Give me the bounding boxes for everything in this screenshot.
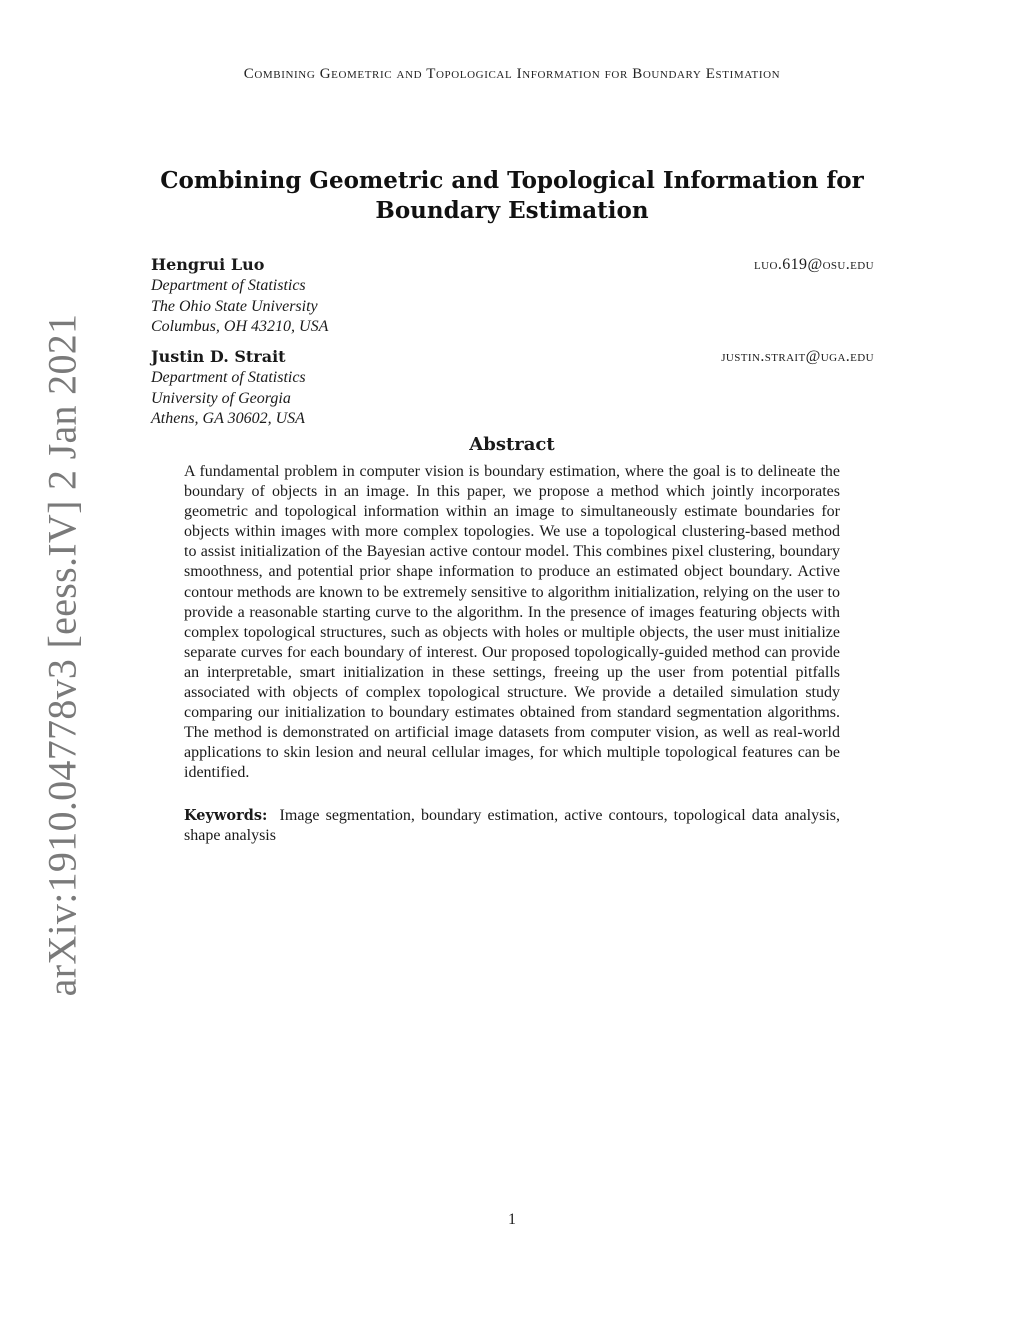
running-header: Combining Geometric and Topological Information for Boundary Estimation — [243, 66, 781, 82]
keywords-label: Keywords: — [184, 807, 268, 824]
page-number: 1 — [508, 1211, 516, 1228]
author-block-2 — [151, 347, 874, 430]
title-line-2: Boundary Estimation — [375, 197, 649, 224]
abstract-body: A fundamental problem in computer vision is boundary estimation, where the goal is to delineate the boundary of objects in an image. In this paper, we propose a method which jointly incorporates geometric and topological information within an image to simultaneously estimate boundaries for objects within images with more complex topologies. We use a topological clustering-based method to assist initialization of the Bayesian active contour model. This combines pixel clustering, boundary smoothness, and potential prior shape information to produce an estimated object boundary. Active contour methods are known to be extremely sensitive to algorithm initialization, relying on the user to provide a reasonable starting curve to the algorithm. In the presence of images featuring objects with complex topological structures, such as objects with holes or multiple objects, the user must initialize separate curves for each boundary of interest. Our proposed topologically-guided method can provide an interpretable, smart initialization in these settings, freeing up the user from potential pitfalls associated with objects of complex topological structure. We provide a detailed simulation study comparing our initialization to boundary estimates obtained from standard segmentation algorithms. The method is demonstrated on artificial image datasets from computer vision, as well as real-world applications to skin lesion and neural cellular images, for which multiple topological features can be identified. — [184, 463, 840, 782]
affiliation-address: Columbus, OH 43210, USA — [151, 318, 329, 335]
paper-title — [150, 166, 874, 226]
affiliation-address: Athens, GA 30602, USA — [151, 410, 305, 427]
author-block-1 — [151, 255, 874, 338]
author-affiliation — [151, 368, 874, 430]
author-email: justin.strait@uga.edu — [721, 348, 874, 365]
title-line-1: Combining Geometric and Topological Information for — [160, 167, 864, 194]
affiliation-department: Department of Statistics — [151, 369, 306, 386]
arxiv-identifier-stamp: arXiv:1910.04778v3 [eess.IV] 2 Jan 2021 — [39, 313, 85, 997]
author-name: Justin D. Strait — [151, 347, 286, 366]
affiliation-institution: University of Georgia — [151, 389, 291, 407]
author-name: Hengrui Luo — [151, 255, 265, 274]
author-email: luo.619@osu.edu — [754, 256, 874, 273]
abstract-heading: Abstract — [469, 434, 555, 455]
affiliation-institution: The Ohio State University — [151, 297, 318, 315]
author-affiliation — [151, 276, 874, 338]
keywords-text: Image segmentation, boundary estimation, active contours, topological data analysis, shape analysis — [184, 807, 840, 845]
affiliation-department: Department of Statistics — [151, 277, 306, 294]
keywords — [184, 806, 840, 846]
